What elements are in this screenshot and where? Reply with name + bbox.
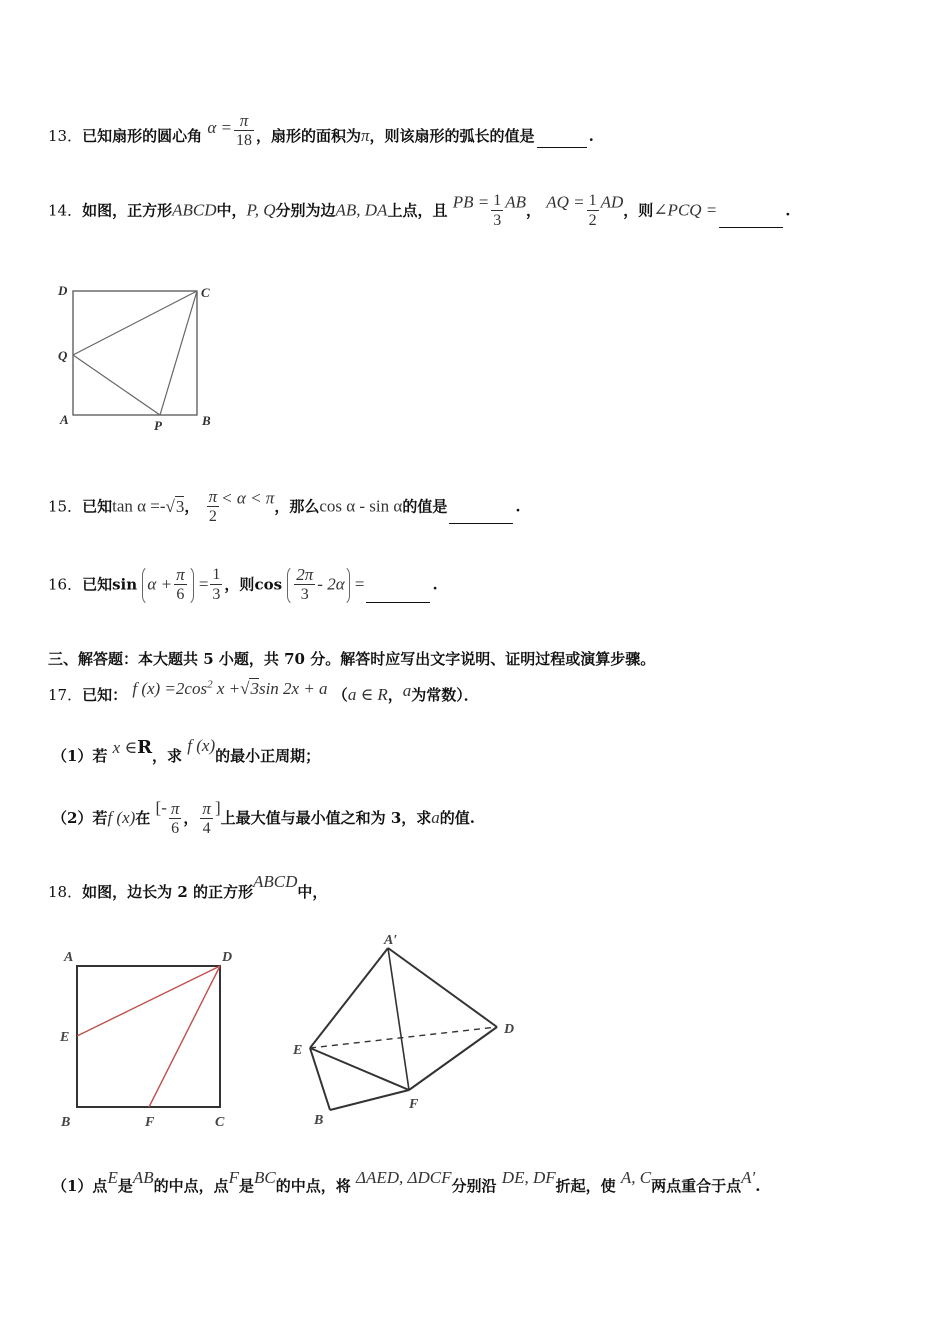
math-e: E (107, 1168, 118, 1187)
label-q: Q (58, 348, 68, 363)
question-18-part-1 (52, 1168, 760, 1196)
text: 的最小正周期； (215, 747, 321, 765)
math-ab: AB (132, 1168, 154, 1187)
question-17-part-2 (52, 798, 475, 839)
text: 在 (135, 809, 151, 827)
label-a: A (60, 412, 69, 427)
text: ，扇形的面积为 (256, 127, 362, 145)
math-x-in: x ∈ (112, 738, 138, 757)
period: . (785, 201, 791, 220)
label-e: E (60, 1030, 70, 1045)
label-d: D (504, 1022, 515, 1037)
edge-e-f (310, 1048, 409, 1090)
fraction-1-2: $\frac{1}{2}$ (588, 192, 597, 229)
text: 的中点，点 (153, 1177, 229, 1195)
question-15 (48, 488, 521, 527)
comma: ， (184, 497, 200, 516)
edge-e-d-hidden (310, 1027, 497, 1048)
math-f: F (228, 1168, 240, 1187)
part-label: （1）点 (52, 1177, 108, 1195)
paren-group-2: $\frac{2\pi}{3}$ - 2α (287, 565, 349, 606)
part-label: （1）若 (52, 747, 108, 765)
text: 分别为边 (275, 201, 336, 220)
answer-blank (449, 523, 513, 524)
text: 如图，边长为 2 的正方形 (82, 883, 253, 901)
edge-b-f (330, 1090, 409, 1110)
math-ab: AB (505, 192, 526, 212)
edge-ap-d (388, 948, 497, 1027)
text: ，则 (623, 201, 654, 220)
interval-right: ] (214, 798, 221, 817)
segment-qc (73, 291, 197, 355)
fraction-pi-4: $\frac{\pi}{4}$ (202, 798, 211, 837)
math-pi: π (361, 126, 370, 145)
comma: ， (525, 201, 541, 220)
math-pb: PB = (452, 192, 490, 212)
question-17-part-1 (52, 736, 320, 766)
fraction-pi-18: $\frac{\pi}{18}$ (236, 111, 252, 149)
question-number: 13． (48, 127, 83, 145)
label-e: E (293, 1043, 303, 1058)
math-a: a (402, 681, 412, 700)
math-inequality: < α < π (221, 488, 275, 508)
text: 中， (216, 201, 247, 220)
math-r: R (137, 737, 153, 758)
question-16 (48, 565, 438, 606)
text: 的值是 (402, 497, 448, 516)
figure-14-square (40, 275, 230, 435)
label-d: D (58, 283, 68, 298)
answer-blank (719, 227, 783, 228)
square-abcd (77, 966, 220, 1107)
label-c: C (201, 285, 210, 300)
math-a-in-r: a ∈ R (347, 685, 388, 704)
text: 为常数）． (411, 686, 479, 704)
math-a-c: A, C (620, 1168, 652, 1187)
segment-fd (149, 966, 220, 1107)
label-b: B (202, 413, 211, 428)
label-d: D (222, 950, 233, 965)
math-equals: = (354, 574, 365, 594)
question-number: 15． (48, 497, 83, 516)
text: 是 (239, 1177, 255, 1195)
segment-qp (73, 355, 160, 415)
period: . (588, 127, 594, 145)
label-f: F (409, 1097, 419, 1112)
label-p: P (154, 418, 162, 433)
math-fx: f (x) (107, 808, 136, 827)
math-aq: AQ = (546, 192, 585, 212)
figure-18-folded-pyramid (285, 925, 535, 1130)
fraction-pi-6: $\frac{\pi}{6}$ (170, 798, 180, 837)
text: 的值. (439, 809, 476, 827)
text: 两点重合于点 (651, 1177, 742, 1195)
math-a-prime: A′ (741, 1168, 756, 1187)
question-number: 17． (48, 686, 83, 704)
text: 已知 (82, 575, 113, 594)
math-bc: BC (254, 1168, 276, 1187)
text: 上点，且 (387, 201, 448, 220)
label-c: C (215, 1115, 225, 1130)
math-alpha: α = (207, 118, 232, 137)
text: 分别沿 (451, 1177, 497, 1195)
text: ，求 (152, 747, 183, 765)
question-14 (48, 192, 791, 231)
math-triangles: ΔAED, ΔDCF (356, 1168, 452, 1187)
question-17 (48, 678, 479, 705)
paren-group-1: α + $\frac{\pi}{6}$ (142, 565, 193, 606)
question-13 (48, 112, 594, 151)
text: 的中点，将 (275, 1177, 351, 1195)
math-ad: AD (600, 192, 624, 212)
text: 已知扇形的圆心角 (82, 127, 203, 145)
edge-f-d (409, 1027, 497, 1090)
math-pq: P, Q (246, 200, 276, 220)
segment-pc (160, 291, 197, 415)
question-number: 18． (48, 883, 83, 901)
text: 折起，使 (555, 1177, 616, 1195)
math-tan-alpha: tan α =- (112, 496, 166, 516)
function-definition: f $(x) =2\cos^2$ x +√3sin 2x + a (132, 678, 328, 698)
segment-ed (77, 966, 220, 1036)
answer-blank (537, 147, 587, 148)
text: 中， (297, 883, 328, 901)
text: ，则 (224, 575, 255, 594)
math-ab-da: AB, DA (335, 200, 388, 220)
math-fx: f (x) (187, 736, 216, 755)
answer-blank (366, 602, 430, 603)
part-label: （2）若 (52, 809, 108, 827)
fraction-1-3: $\frac{1}{3}$ (212, 566, 221, 603)
math-abcd: ABCD (252, 872, 298, 891)
figure-18-square (55, 940, 245, 1135)
period: . (432, 575, 438, 594)
period: . (515, 497, 521, 516)
text: 已知： (82, 686, 128, 704)
math-a: a (431, 808, 440, 827)
math-equals: = (198, 574, 209, 594)
math-de-df: DE, DF (501, 1168, 556, 1187)
edge-ap-f (388, 948, 409, 1090)
label-b: B (314, 1113, 324, 1128)
math-cos-minus-sin: cos α - sin α (319, 496, 403, 516)
fraction-1-3: $\frac{1}{3}$ (493, 192, 502, 229)
comma: ， (183, 809, 199, 827)
text: ，则该扇形的弧长的值是 (369, 127, 535, 145)
section-heading: 三、解答题：本大题共 5 小题，共 70 分。解答时应写出文字说明、证明过程或演算步骤。 (48, 650, 656, 668)
question-18 (48, 872, 327, 902)
math-sin: sin (112, 575, 138, 594)
interval-left: [- (155, 798, 167, 817)
label-a: A (64, 950, 74, 965)
text: （ (332, 686, 348, 704)
text: ，那么 (274, 497, 320, 516)
math-angle-pcq: ∠PCQ = (653, 200, 718, 220)
text: 如图，正方形 (82, 201, 173, 220)
label-b: B (61, 1115, 71, 1130)
text: 上最大值与最小值之和为 3，求 (220, 809, 432, 827)
label-a-prime: A′ (384, 933, 398, 948)
question-number: 16． (48, 575, 83, 594)
edge-e-b (310, 1048, 330, 1110)
math-cos: cos (254, 575, 283, 594)
math-abcd: ABCD (172, 200, 217, 220)
label-f: F (145, 1115, 155, 1130)
sqrt-3: √3 (165, 496, 185, 516)
edge-ap-e (310, 948, 388, 1048)
text: 是 (117, 1177, 133, 1195)
question-number: 14． (48, 201, 83, 220)
comma: ， (387, 686, 403, 704)
fraction-pi-2: $\frac{\pi}{2}$ (208, 487, 218, 525)
text: 已知 (82, 497, 113, 516)
period: . (755, 1177, 761, 1195)
